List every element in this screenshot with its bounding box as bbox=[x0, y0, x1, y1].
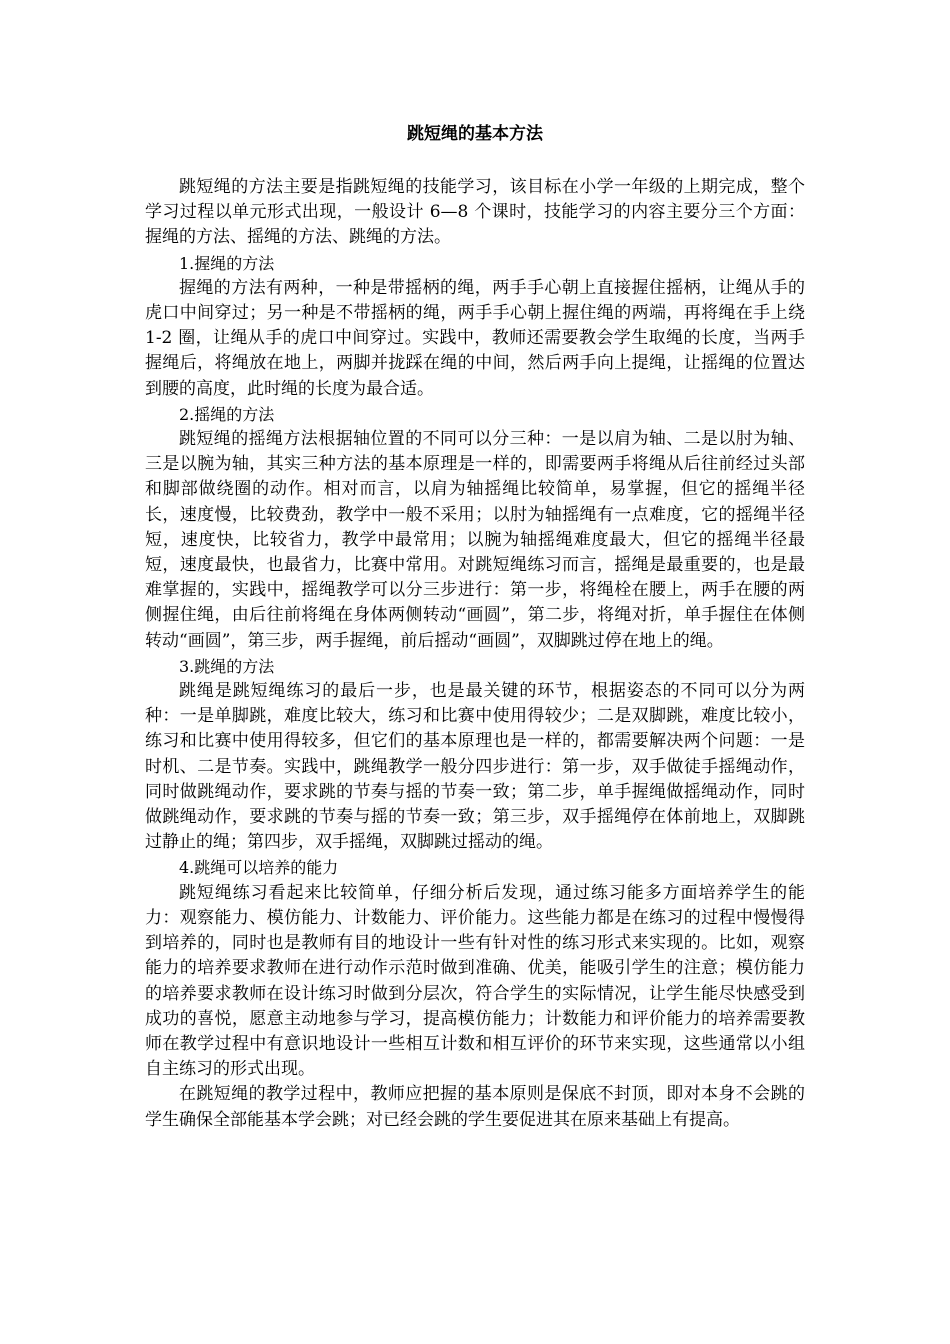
document-page bbox=[145, 120, 805, 1133]
section-heading-abilities: 4.跳绳可以培养的能力 bbox=[179, 858, 339, 878]
section-body-swing: 跳短绳的摇绳方法根据轴位置的不同可以分三种：一是以肩为轴、二是以肘为轴、三是以腕为轴，其实三种方法的基本原理是一样的，即需要两手将绳从后往前经过头部和脚部做绕圈的动作。相对而言，以肩为轴摇绳比较简单，易掌握，但它的摇绳半径长，速度慢，比较费劲，教学中一般不采用；以肘为轴摇绳有一点难度，它的摇绳半径短，速度快，比较省力，教学中最常用；以腕为轴摇绳难度最大，但它的摇绳半径最短，速度最快，也最省力，比赛中常用。对跳短绳练习而言，摇绳是最重要的，也是最难掌握的，实践中，摇绳教学可以分三步进行：第一步，将绳栓在腰上，两手在腰的两侧握住绳，由后往前将绳在身体两侧转动“画圆”，第二步，将绳对折，单手握住在体侧转动“画圆”，第三步，两手握绳，前后摇动“画圆”，双脚跳过停在地上的绳。 bbox=[145, 429, 805, 651]
section-heading-jump: 3.跳绳的方法 bbox=[179, 656, 275, 676]
section-body-abilities: 跳短绳练习看起来比较简单，仔细分析后发现，通过练习能多方面培养学生的能力：观察能力、模仿能力、计数能力、评价能力。这些能力都是在练习的过程中慢慢得到培养的，同时也是教师有目的地设计一些有针对性的练习形式来实现的。比如，观察能力的培养要求教师在进行动作示范时做到准确、优美，能吸引学生的注意；模仿能力的培养要求教师在设计练习时做到分层次，符合学生的实际情况，让学生能尽快感受到成功的喜悦，愿意主动地参与学习，提高模仿能力；计数能力和评价能力的培养需要教师在教学过程中有意识地设计一些相互计数和相互评价的环节来实现，这些通常以小组自主练习的形式出现。 bbox=[145, 882, 805, 1080]
section-body-grip: 握绳的方法有两种，一种是带摇柄的绳，两手手心朝上直接握住摇柄，让绳从手的虎口中间穿过；另一种是不带摇柄的绳，两手手心朝上握住绳的两端，再将绳在手上绕 1-2 圈，让绳从手的虎口中间穿过。实践中，教师还需要教会学生取绳的长度，当两手握绳后，将绳放在地上，两脚并拢踩在绳的中间，然后两手向上提绳，让摇绳的位置达到腰的高度，此时绳的长度为最合适。 bbox=[145, 277, 805, 399]
intro-paragraph: 跳短绳的方法主要是指跳短绳的技能学习，该目标在小学一年级的上期完成，整个学习过程以单元形式出现，一般设计 6—8 个课时，技能学习的内容主要分三个方面：握绳的方法、摇绳的方法、跳绳的方法。 bbox=[145, 177, 805, 248]
section-heading-swing: 2.摇绳的方法 bbox=[179, 404, 275, 424]
section-body-jump: 跳绳是跳短绳练习的最后一步，也是最关键的环节，根据姿态的不同可以分为两种：一是单脚跳，难度比较大，练习和比赛中使用得较少；二是双脚跳，难度比较小，练习和比赛中使用得较多，但它们的基本原理也是一样的，都需要解决两个问题：一是时机、二是节奏。实践中，跳绳教学一般分四步进行：第一步，双手做徒手摇绳动作，同时做跳绳动作，要求跳的节奏与摇的节奏一致；第二步，单手握绳做摇绳动作，同时做跳绳动作，要求跳的节奏与摇的节奏一致；第三步，双手摇绳停在体前地上，双脚跳过静止的绳；第四步，双手摇绳，双脚跳过摇动的绳。 bbox=[145, 681, 805, 853]
section-heading-grip: 1.握绳的方法 bbox=[179, 253, 275, 273]
conclusion-paragraph: 在跳短绳的教学过程中，教师应把握的基本原则是保底不封顶，即对本身不会跳的学生确保全部能基本学会跳；对已经会跳的学生要促进其在原来基础上有提高。 bbox=[145, 1084, 805, 1130]
document-title: 跳短绳的基本方法 bbox=[407, 124, 543, 144]
